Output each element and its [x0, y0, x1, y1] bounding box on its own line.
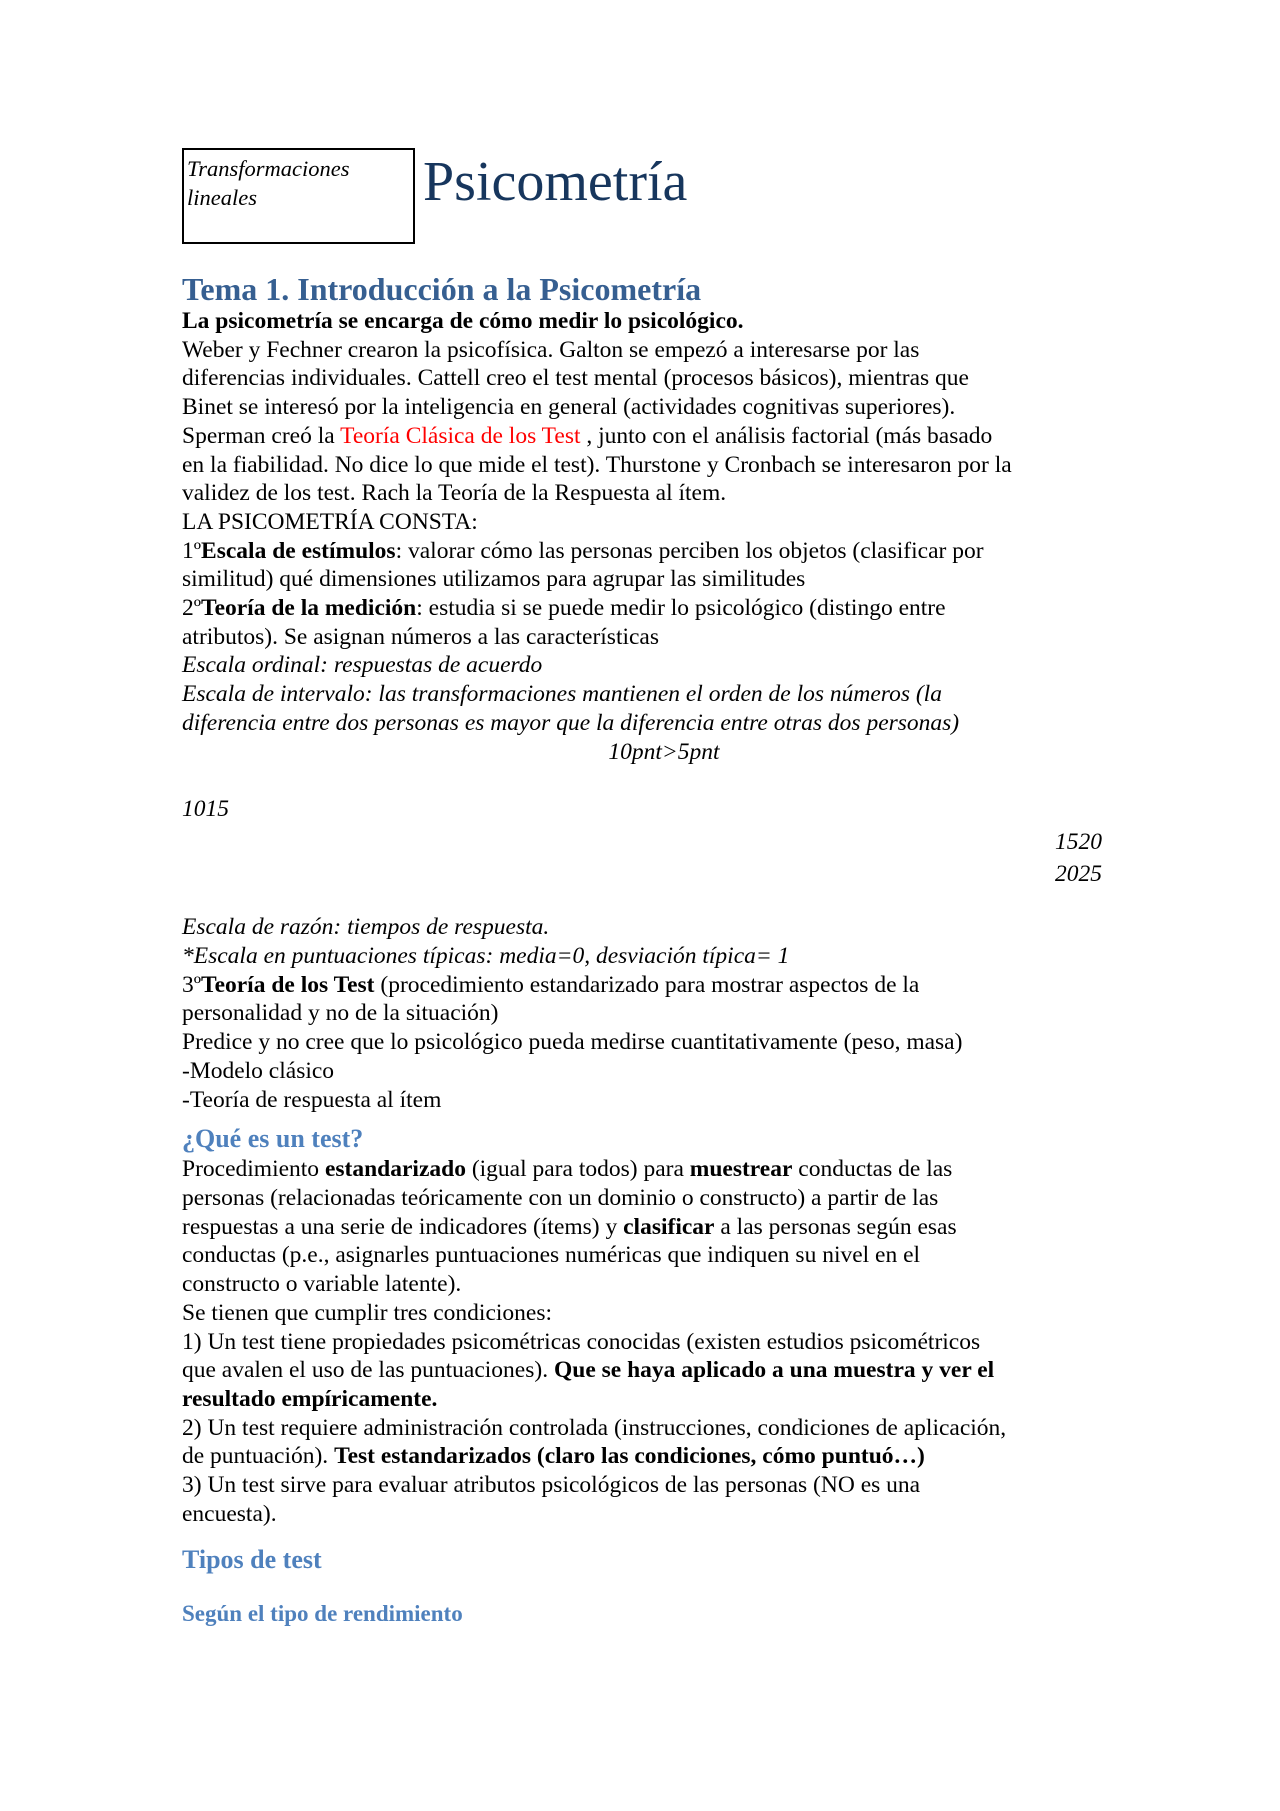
heading-tipos-test: Tipos de test	[182, 1545, 322, 1575]
def-term: clasificar	[623, 1213, 715, 1240]
condition-2: 2) Un test requiere administración controlada (instrucciones, condiciones de aplicación,	[182, 1414, 1007, 1441]
cond-emphasis: Test estandarizados (claro las condiciones, cómo puntuó…)	[334, 1443, 925, 1470]
escala-ordinal: Escala ordinal: respuestas de acuerdo	[182, 652, 543, 679]
heading-segun-rendimiento: Según el tipo de rendimiento	[182, 1601, 463, 1627]
condition-3-cont: encuesta).	[182, 1500, 277, 1527]
def-text: (igual para todos) para	[465, 1156, 690, 1183]
point-2	[182, 594, 1102, 623]
def-text: Procedimiento	[182, 1156, 325, 1183]
point-text: : valorar cómo las personas perciben los objetos (clasificar por	[395, 537, 984, 564]
document-header	[182, 148, 1102, 250]
point-term: Teoría de la medición	[201, 595, 417, 622]
condition-1-cont	[182, 1385, 1102, 1414]
escala-razon: Escala de razón: tiempos de respuesta.	[182, 914, 550, 941]
intro-line: diferencias individuales. Cattell creo el test mental (procesos básicos), mientras que	[182, 365, 969, 392]
test-def-line	[182, 1213, 1102, 1242]
intro-text: Sperman creó la	[182, 422, 341, 449]
text-box	[182, 148, 415, 244]
point-text: : estudia si se puede medir lo psicológico (distingo entre	[416, 595, 946, 622]
heading-tema-1: Tema 1. Introducción a la Psicometría	[182, 271, 702, 307]
condition-3: 3) Un test sirve para evaluar atributos psicológicos de las personas (NO es una	[182, 1472, 921, 1499]
modelo-clasico: -Modelo clásico	[182, 1057, 335, 1084]
point-1	[182, 537, 1102, 566]
cond-text: que avalen el uso de las puntuaciones).	[182, 1357, 554, 1384]
point-3-cont: personalidad y no de la situación)	[182, 1000, 499, 1027]
def-text: conductas de las	[792, 1156, 953, 1183]
conditions-intro: Se tienen que cumplir tres condiciones:	[182, 1299, 553, 1326]
test-def-line: personas (relacionadas teóricamente con un dominio o constructo) a partir de las	[182, 1184, 939, 1211]
teoria-respuesta: -Teoría de respuesta al ítem	[182, 1086, 442, 1113]
escala-tipicas: *Escala en puntuaciones típicas: media=0, desviación típica= 1	[182, 943, 790, 970]
cond-emphasis: Que se haya aplicado a una muestra y ver el	[553, 1357, 995, 1384]
test-def-line	[182, 1155, 1102, 1184]
point-number: 1º	[182, 537, 202, 564]
intro-line: en la fiabilidad. No dice lo que mide el test). Thurstone y Cronbach se interesaron por la	[182, 451, 1012, 478]
condition-1: 1) Un test tiene propiedades psicométricas conocidas (existen estudios psicométricos	[182, 1328, 981, 1355]
intro-text: , junto con el análisis factorial (más basado	[580, 422, 993, 449]
test-def-line: constructo o variable latente).	[182, 1271, 462, 1298]
predice-line: Predice y no cree que lo psicológico pueda medirse cuantitativamente (peso, masa)	[182, 1029, 963, 1056]
point-1-cont: similitud) qué dimensiones utilizamos para agrupar las similitudes	[182, 566, 806, 593]
intro-line: Binet se interesó por la inteligencia en general (actividades cognitivas superiores).	[182, 394, 956, 421]
condition-2-cont	[182, 1442, 1102, 1471]
number-1015: 1015	[182, 796, 229, 823]
consta-line: LA PSICOMETRÍA CONSTA:	[182, 508, 478, 535]
document-title: Psicometría	[423, 151, 688, 213]
point-number: 3º	[182, 971, 202, 998]
point-3	[182, 971, 1102, 1000]
def-term: estandarizado	[324, 1156, 466, 1183]
condition-1-cont	[182, 1356, 1102, 1385]
point-2-cont: atributos). Se asignan números a las características	[182, 623, 660, 650]
def-term: muestrear	[689, 1156, 793, 1183]
text-box-line: Transformaciones	[187, 156, 350, 181]
point-text: (procedimiento estandarizado para mostrar aspectos de la	[374, 971, 920, 998]
escala-intervalo-cont: diferencia entre dos personas es mayor que la diferencia entre otras dos personas)	[182, 709, 960, 736]
intro-line: Weber y Fechner crearon la psicofísica. Galton se empezó a interesarse por las	[182, 336, 920, 363]
document-page	[182, 148, 1102, 1628]
intro-lead	[182, 307, 1102, 336]
def-text: respuestas a una serie de indicadores (ítems) y	[182, 1213, 624, 1240]
point-term: Teoría de los Test	[201, 971, 375, 998]
lead-text: La psicometría se encarga de cómo medir lo psicológico.	[182, 308, 744, 334]
test-def-line: conductas (p.e., asignarles puntuaciones numéricas que indiquen su nivel en el	[182, 1242, 921, 1269]
intro-line	[182, 422, 1102, 451]
point-number: 2º	[182, 595, 202, 622]
number-1520: 1520	[1055, 828, 1102, 855]
number-2025: 2025	[1055, 860, 1102, 887]
point-term: Escala de estímulos	[201, 537, 396, 564]
cond-text: de puntuación).	[182, 1443, 335, 1470]
def-text: a las personas según esas	[714, 1213, 957, 1240]
text-box-line: lineales	[187, 185, 257, 210]
intro-line: validez de los test. Rach la Teoría de la Respuesta al ítem.	[182, 480, 727, 507]
escala-intervalo: Escala de intervalo: las transformaciones mantienen el orden de los números (la	[182, 681, 942, 708]
teoria-clasica-link[interactable]: Teoría Clásica de los Test	[340, 422, 581, 449]
heading-que-es-test: ¿Qué es un test?	[182, 1124, 364, 1154]
cond-emphasis: resultado empíricamente.	[182, 1385, 438, 1412]
pnt-example: 10pnt>5pnt	[608, 738, 720, 765]
